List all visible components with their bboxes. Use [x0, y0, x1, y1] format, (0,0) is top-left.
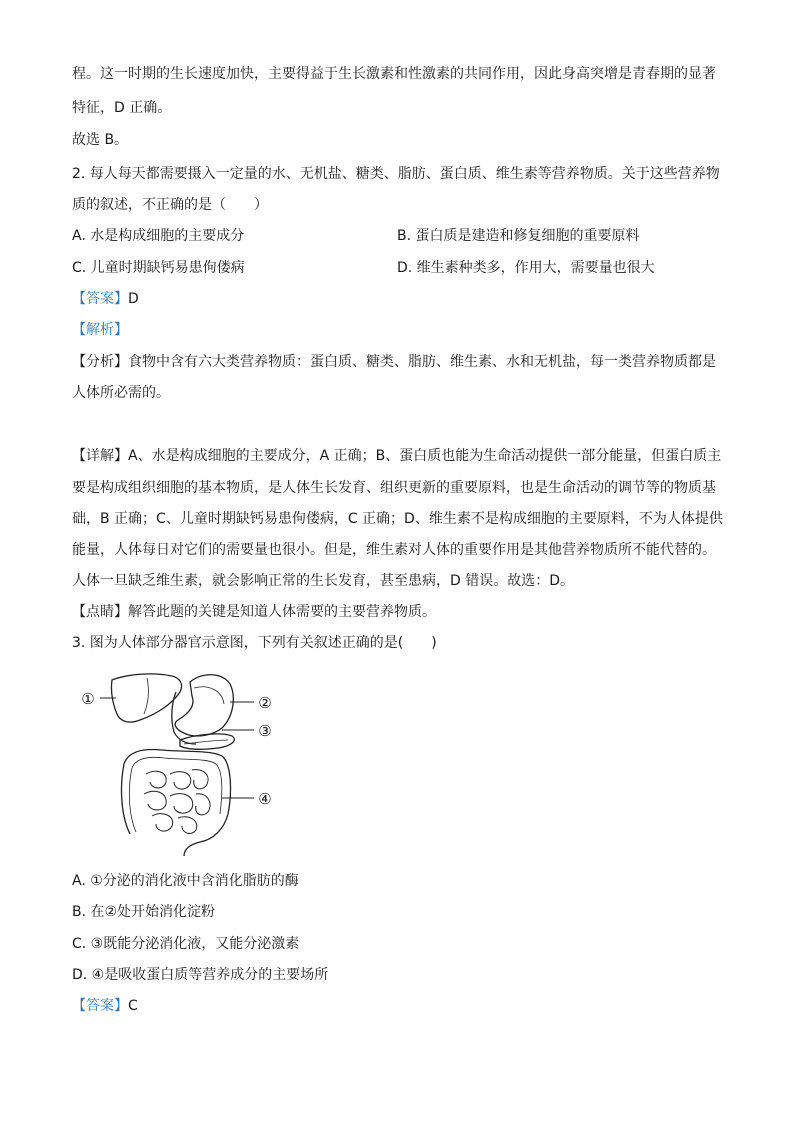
q2-xiangjie-line-5: 人体一旦缺乏维生素，就会影响正常的生长发育，甚至患病，D 错误。故选：D。	[72, 573, 575, 589]
intro-line-2: 特征，D 正确。	[72, 100, 172, 116]
q3-answer-line	[72, 996, 138, 1016]
large-intestine-shape	[122, 750, 231, 856]
label-1: ①	[81, 690, 95, 708]
q2-fenxi-line-1	[72, 352, 716, 372]
q2-stem-line-2: 质的叙述，不正确的是（ ）	[72, 197, 268, 213]
liver-shape	[111, 674, 181, 722]
q2-xiangjie-line-3: 础，B 正确；C、儿童时期缺钙易患佝偻病，C 正确；D、维生素不是构成细胞的主要原料，不为人体提供	[72, 511, 723, 527]
q3-option-b: B. 在②处开始消化淀粉	[72, 904, 216, 920]
q2-xiangjie-line-4: 能量，人体每日对它们的需要量也很小。但是，维生素对人体的重要作用是其他营养物质所不能代替的。	[72, 542, 716, 558]
q2-dianjing-line	[72, 602, 436, 622]
q2-analysis-line	[72, 320, 128, 340]
q3-answer-value: C	[128, 998, 138, 1014]
intro-line-1: 程。这一时期的生长速度加快，主要得益于生长激素和性激素的共同作用，因此身高突增是青春期的显著	[72, 66, 716, 82]
label-4: ④	[258, 790, 272, 808]
q2-fenxi-line-2: 人体所必需的。	[72, 385, 170, 401]
answer-value: D	[128, 291, 139, 307]
q2-answer-line	[72, 289, 139, 309]
q2-option-a: A. 水是构成细胞的主要成分	[72, 228, 245, 244]
label-3: ③	[258, 722, 272, 740]
q2-xiangjie-line-2: 要是构成组织细胞的基本物质，是人体生长发育、组织更新的重要原料，也是生命活动的调节等的物质基	[72, 480, 716, 496]
q3-option-a: A. ①分泌的消化液中含消化脂肪的酶	[72, 873, 299, 889]
q3-answer-tag: 【答案】	[72, 998, 128, 1014]
q2-xiangjie-line-1	[72, 446, 721, 466]
q3-stem: 3. 图为人体部分器官示意图，下列有关叙述正确的是( )	[72, 635, 437, 651]
small-intestine-coils	[144, 770, 210, 834]
dianjing-tag: 【点睛】	[72, 604, 128, 620]
q2-stem-line-1: 2. 每人每天都需要摄入一定量的水、无机盐、糖类、脂肪、蛋白质、维生素等营养物质。关于这些营养物	[72, 166, 720, 182]
fenxi-tag: 【分析】	[72, 354, 128, 370]
label-2: ②	[258, 694, 272, 712]
q2-option-d: D. 维生素种类多，作用大，需要量也很大	[397, 260, 655, 276]
answer-tag: 【答案】	[72, 291, 128, 307]
intro-line-3: 故选 B。	[72, 132, 129, 148]
q3-option-c: C. ③既能分泌消化液，又能分泌激素	[72, 936, 300, 952]
fenxi-text-1: 食物中含有六大类营养物质：蛋白质、糖类、脂肪、维生素、水和无机盐，每一类营养物质都是	[128, 354, 716, 370]
xiangjie-text-1: A、水是构成细胞的主要成分，A 正确；B、蛋白质也能为生命活动提供一部分能量，但蛋白质主	[128, 448, 722, 464]
digestive-system-diagram	[72, 664, 292, 860]
analysis-tag: 【解析】	[72, 322, 128, 338]
q2-option-c: C. 儿童时期缺钙易患佝偻病	[72, 260, 245, 276]
q2-option-b: B. 蛋白质是建造和修复细胞的重要原料	[397, 228, 640, 244]
q3-option-d: D. ④是吸收蛋白质等营养成分的主要场所	[72, 967, 329, 983]
xiangjie-tag: 【详解】	[72, 448, 128, 464]
dianjing-text: 解答此题的关键是知道人体需要的主要营养物质。	[128, 604, 436, 620]
stomach-shape	[175, 675, 233, 736]
